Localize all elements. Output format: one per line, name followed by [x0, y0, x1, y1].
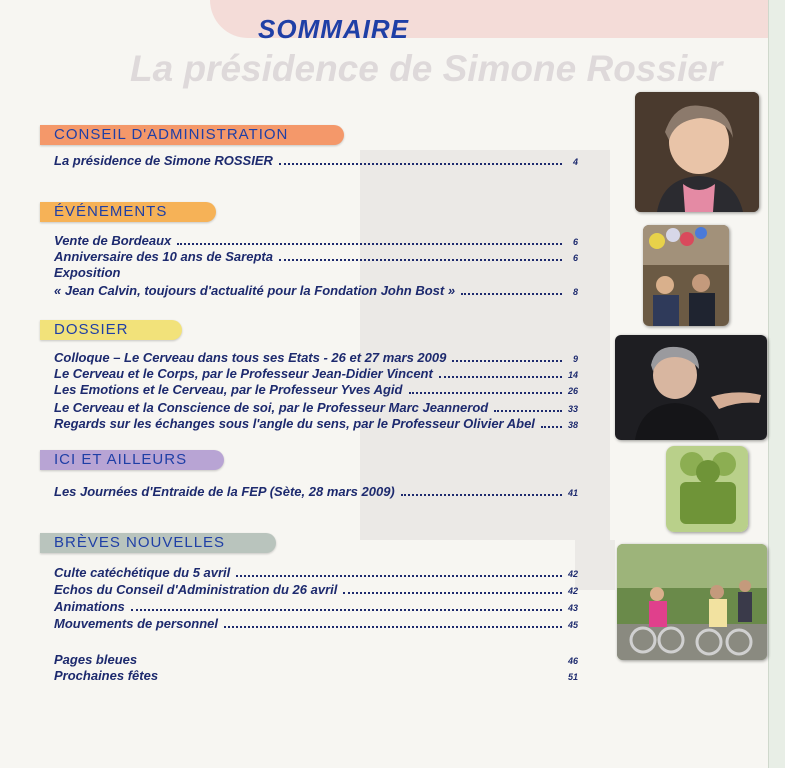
entry-page: 42 — [567, 586, 578, 596]
dot-leader — [409, 391, 563, 394]
dot-leader — [401, 493, 562, 496]
dot-leader — [279, 162, 562, 165]
section-header-evenements: ÉVÉNEMENTS — [40, 202, 216, 222]
dot-leader — [236, 574, 562, 577]
entry-title: Culte catéchétique du 5 avril — [54, 565, 231, 580]
section-header-conseil: CONSEIL D'ADMINISTRATION — [40, 125, 344, 145]
dot-leader — [541, 425, 562, 428]
entry-page: 38 — [567, 420, 578, 430]
toc-entry[interactable] — [54, 668, 578, 684]
entry-page: 33 — [567, 404, 578, 414]
people-pictogram-icon — [666, 446, 748, 532]
entry-page: 46 — [567, 656, 578, 666]
entry-page: 8 — [572, 287, 578, 297]
entry-page: 26 — [567, 386, 578, 396]
entry-page: 14 — [567, 370, 578, 380]
entry-page: 6 — [572, 237, 578, 247]
entry-title: Mouvements de personnel — [54, 616, 218, 631]
toc-entry[interactable] — [54, 400, 578, 416]
section-header-dossier: DOSSIER — [40, 320, 182, 340]
toc-entry[interactable] — [54, 366, 578, 382]
entry-page: 43 — [567, 603, 578, 613]
page-title: SOMMAIRE — [258, 14, 409, 44]
toc-entry[interactable] — [54, 599, 578, 615]
entry-page: 41 — [567, 488, 578, 498]
entry-title: Les Emotions et le Cerveau, par le Professeur Yves Agid — [54, 382, 403, 397]
toc-entry[interactable] — [54, 565, 578, 581]
toc-entry[interactable] — [54, 416, 578, 432]
entry-page: 45 — [567, 620, 578, 630]
toc-entry[interactable] — [54, 582, 578, 598]
dot-leader — [439, 375, 562, 378]
toc-entry[interactable] — [54, 484, 578, 500]
entry-page: 51 — [567, 672, 578, 682]
dot-leader — [452, 359, 562, 362]
dot-leader — [224, 625, 562, 628]
entry-title: Regards sur les échanges sous l'angle du sens, par le Professeur Olivier Abel — [54, 416, 535, 431]
entry-page: 9 — [572, 354, 578, 364]
entry-title: Animations — [54, 599, 125, 614]
dot-leader — [461, 292, 562, 295]
dot-leader — [343, 591, 562, 594]
entry-title: Le Cerveau et la Conscience de soi, par le Professeur Marc Jeannerod — [54, 400, 489, 415]
entry-title: Vente de Bordeaux — [54, 233, 172, 248]
entry-title: Le Cerveau et le Corps, par le Professeur Jean-Didier Vincent — [54, 366, 433, 381]
dot-leader — [131, 608, 562, 611]
background-show-through-block — [360, 150, 610, 540]
toc-entry[interactable] — [54, 350, 578, 366]
toc-entry[interactable] — [54, 265, 578, 281]
wheelchair-outing-photo-icon — [617, 544, 767, 660]
entry-title: Prochaines fêtes — [54, 668, 159, 683]
background-show-through-title: La présidence de Simone Rossier — [130, 48, 723, 89]
portrait-photo-icon — [635, 92, 759, 212]
toc-entry[interactable] — [54, 249, 578, 265]
entry-title: Colloque – Le Cerveau dans tous ses Etats - 26 et 27 mars 2009 — [54, 350, 447, 365]
entry-title: Echos du Conseil d'Administration du 26 avril — [54, 582, 338, 597]
dot-leader — [494, 409, 562, 412]
page-fold — [768, 0, 785, 768]
entry-title: Anniversaire des 10 ans de Sarepta — [54, 249, 273, 264]
entry-title: La présidence de Simone ROSSIER — [54, 153, 273, 168]
entry-title: Exposition — [54, 265, 121, 280]
speaker-photo-icon — [615, 335, 767, 440]
entry-page: 4 — [572, 157, 578, 167]
entry-title: Pages bleues — [54, 652, 138, 667]
toc-entry[interactable] — [54, 233, 578, 249]
toc-entry[interactable] — [54, 652, 578, 668]
dot-leader — [279, 258, 562, 261]
toc-entry[interactable] — [54, 283, 578, 299]
background-show-through-block — [575, 540, 615, 590]
section-header-ici-ailleurs: ICI ET AILLEURS — [40, 450, 224, 470]
toc-entry[interactable] — [54, 382, 578, 398]
entry-page: 42 — [567, 569, 578, 579]
entry-title: Les Journées d'Entraide de la FEP (Sète, 28 mars 2009) — [54, 484, 395, 499]
toc-entry[interactable] — [54, 153, 578, 169]
dot-leader — [177, 242, 562, 245]
entry-page: 6 — [572, 253, 578, 263]
entry-title: « Jean Calvin, toujours d'actualité pour la Fondation John Bost » — [54, 283, 456, 298]
section-header-breves: BRÈVES NOUVELLES — [40, 533, 276, 553]
balloons-photo-icon — [643, 225, 729, 326]
toc-entry[interactable] — [54, 616, 578, 632]
